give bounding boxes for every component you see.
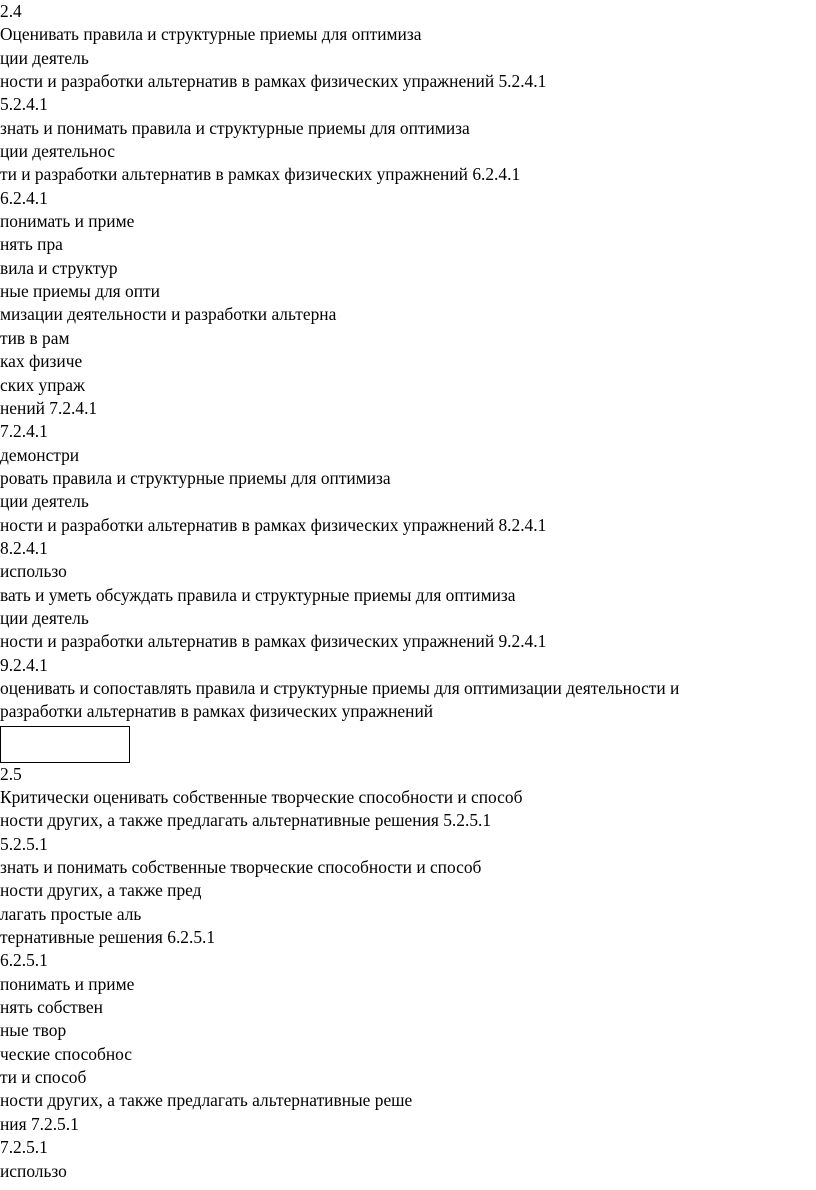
text-line: ческие способнос	[0, 1043, 133, 1064]
section-2-5	[0, 763, 816, 1183]
text-line: ности и разработки альтернатив в рамках физических упражнений 8.2.4.1	[0, 514, 547, 535]
text-line: нений 7.2.4.1	[0, 397, 98, 418]
text-line: 5.2.4.1	[0, 94, 48, 115]
empty-table-cell	[0, 726, 130, 763]
text-line: ских упраж	[0, 374, 85, 395]
text-line: 8.2.4.1	[0, 537, 48, 558]
text-line: 5.2.5.1	[0, 833, 48, 854]
text-line: лагать простые аль	[0, 903, 142, 924]
text-line: ности и разработки альтернатив в рамках физических упражнений 5.2.4.1	[0, 71, 547, 92]
text-line: ности других, а также предлагать альтернативные решения 5.2.5.1	[0, 810, 492, 831]
text-line: ности других, а также предлагать альтернативные реше	[0, 1090, 413, 1111]
text-line: 2.4	[0, 1, 22, 21]
text-line: тив в рам	[0, 327, 70, 348]
text-line: ках физиче	[0, 351, 83, 372]
text-line: демонстри	[0, 444, 80, 465]
text-line: знать и понимать собственные творческие способности и способ	[0, 857, 482, 878]
text-line: использо	[0, 1160, 67, 1181]
text-line: ния 7.2.5.1	[0, 1113, 79, 1134]
text-line: 6.2.4.1	[0, 187, 48, 208]
text-line: мизации деятельности и разработки альтерна	[0, 304, 337, 325]
text-line: ции деятель	[0, 47, 89, 68]
text-line: использо	[0, 561, 67, 582]
text-line: тернативные решения 6.2.5.1	[0, 927, 216, 948]
text-line: 6.2.5.1	[0, 950, 48, 971]
text-line: нять собствен	[0, 997, 103, 1018]
text-line: ности и разработки альтернатив в рамках физических упражнений 9.2.4.1	[0, 631, 547, 652]
text-line: ции деятель	[0, 607, 89, 628]
text-line: ровать правила и структурные приемы для оптимиза	[0, 467, 391, 488]
text-line: ти и разработки альтернатив в рамках физических упражнений 6.2.4.1	[0, 164, 521, 185]
text-line: ции деятель	[0, 491, 89, 512]
text-line: разработки альтернатив в рамках физических упражнений	[0, 701, 434, 722]
text-line: ности других, а также пред	[0, 880, 202, 901]
text-line: вила и структур	[0, 257, 118, 278]
text-line: ные приемы для опти	[0, 281, 160, 302]
text-line: нять пра	[0, 234, 63, 255]
text-line: вать и уметь обсуждать правила и структурные приемы для оптимиза	[0, 584, 516, 605]
text-line: 7.2.4.1	[0, 421, 48, 442]
text-line: ные твор	[0, 1020, 67, 1041]
text-line: Оценивать правила и структурные приемы для оптимиза	[0, 24, 422, 45]
text-line: 7.2.5.1	[0, 1137, 48, 1158]
text-line: Критически оценивать собственные творческие способности и способ	[0, 787, 523, 807]
text-line: ции деятельнос	[0, 141, 115, 162]
text-line: 2.5	[0, 763, 22, 784]
text-line: знать и понимать правила и структурные приемы для оптимиза	[0, 117, 470, 138]
text-line: 9.2.4.1	[0, 654, 48, 675]
text-line: оценивать и сопоставлять правила и структурные приемы для оптимизации деятельности и	[0, 677, 680, 698]
text-line: понимать и приме	[0, 973, 135, 994]
text-line: понимать и приме	[0, 211, 135, 232]
text-line: ти и способ	[0, 1067, 87, 1088]
